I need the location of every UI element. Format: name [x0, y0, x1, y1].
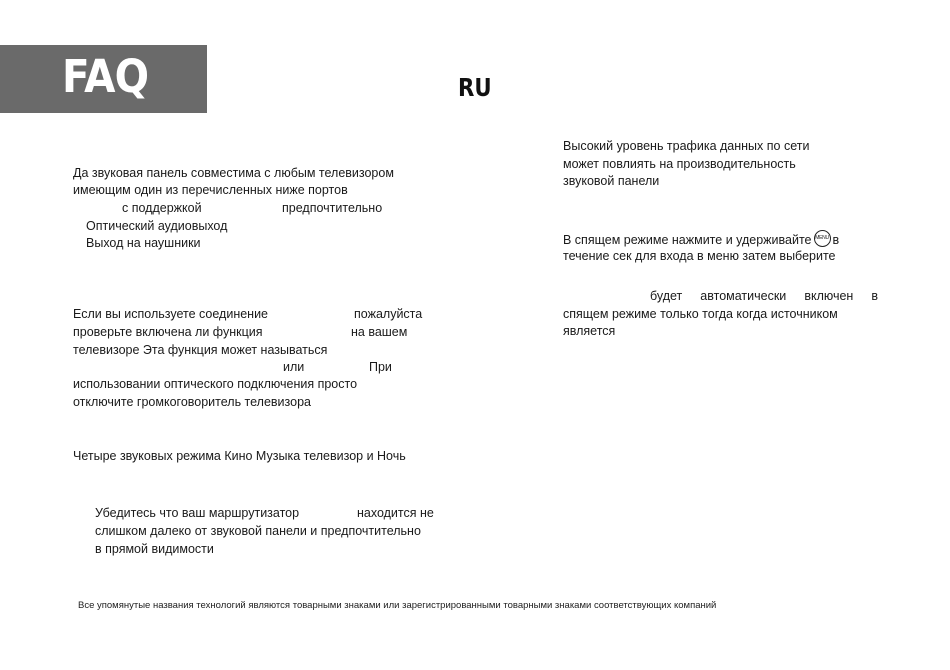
right-answer-1-line-2: может повлиять на производительность: [563, 157, 796, 171]
answer-2-line-1a: Если вы используете соединение: [73, 307, 269, 321]
answer-1-line-3a: с поддержкой: [122, 201, 202, 215]
answer-2-line-6: отключите громкоговоритель телевизора: [73, 395, 311, 409]
menu-button-icon: MENU: [814, 230, 831, 247]
answer-4-line-1a: Убедитесь что ваш маршрутизатор: [95, 506, 300, 520]
answer-2-line-4b: При: [369, 360, 392, 374]
right-answer-2-line-1b: в: [832, 233, 840, 247]
answer-2-line-1b: пожалуйста: [354, 307, 423, 321]
answer-1-line-2: имеющим один из перечисленных ниже портов: [73, 183, 348, 197]
footer-trademark-note: Все упомянутые названия технологий являются товарными знаками или зарегистрированными товарными знаками соответствующих компаний: [78, 600, 717, 611]
faq-title: FAQ: [62, 50, 149, 103]
answer-2-line-2b: на вашем: [351, 325, 408, 339]
answer-2-line-4a: или: [283, 360, 305, 374]
answer-1-line-1: Да звуковая панель совместима с любым телевизором: [73, 166, 394, 180]
answer-4-line-1b: находится не: [357, 506, 434, 520]
answer-2-line-5: использовании оптического подключения просто: [73, 377, 358, 391]
right-answer-1-line-1: Высокий уровень трафика данных по сети: [563, 139, 810, 153]
right-answer-3-line-2: спящем режиме только тогда когда источником: [563, 307, 838, 321]
answer-1-line-4: Оптический аудиовыход: [86, 219, 228, 233]
right-answer-2-line-2: течение сек для входа в меню затем выберите: [563, 249, 836, 263]
answer-1-line-5: Выход на наушники: [86, 236, 201, 250]
right-answer-3-line-3: является: [563, 324, 616, 338]
answer-4-line-2: слишком далеко от звуковой панели и предпочтительно: [95, 524, 421, 538]
right-answer-3-line-1: будет автоматически включен в: [650, 289, 878, 303]
answer-3-line-1: Четыре звуковых режима Кино Музыка телевизор и Ночь: [73, 449, 406, 463]
answer-4-line-3: в прямой видимости: [95, 542, 214, 556]
language-label: RU: [458, 73, 492, 102]
answer-2-line-3: телевизоре Эта функция может называться: [73, 343, 328, 357]
right-answer-2-line-1a: В спящем режиме нажмите и удерживайте: [563, 233, 812, 247]
answer-2-line-2a: проверьте включена ли функция: [73, 325, 263, 339]
right-answer-1-line-3: звуковой панели: [563, 174, 660, 188]
answer-1-line-3b: предпочтительно: [282, 201, 383, 215]
